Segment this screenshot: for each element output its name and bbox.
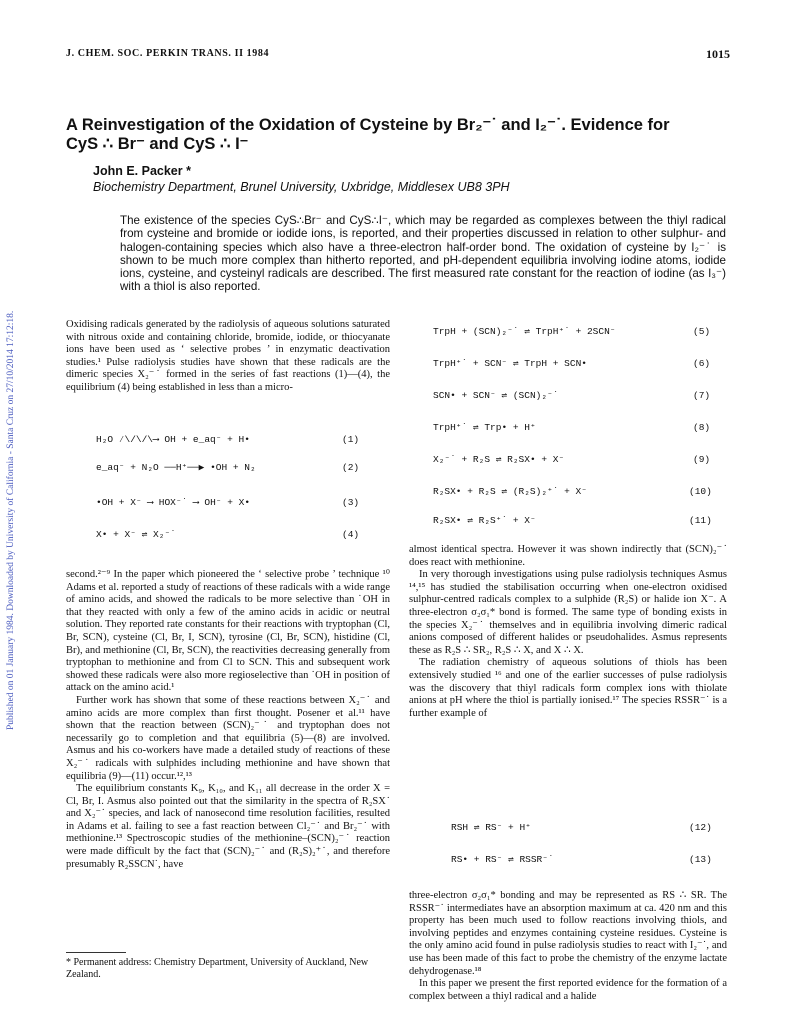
equation-number: (13) <box>689 854 712 865</box>
equation-number: (12) <box>689 822 712 833</box>
equation-number: (5) <box>693 326 711 337</box>
footnote: * Permanent address: Chemistry Department, University of Auckland, New Zealand. <box>66 957 369 980</box>
body-paragraph: The radiation chemistry of aqueous solutions of thiols has been extensively studied ¹⁶ and one of the earlier successes of pulse radiolysis was the discovery that thiyl radicals form complex ions with thiolate anions at pH where the thiol is partially ionised.¹⁷ The species RSSR⁻˙ is a further example of <box>409 657 727 719</box>
right-paragraphs-1-3 <box>409 544 727 720</box>
left-paragraph-1 <box>66 319 390 395</box>
author-name: John E. Packer * <box>93 164 191 178</box>
equation-number: (4) <box>342 529 360 540</box>
equation-text: SCN• + SCN⁻ ⇌ (SCN)₂⁻˙ <box>433 390 559 401</box>
body-paragraph: almost identical spectra. However it was shown indirectly that (SCN)₂⁻˙ does react with methionine. <box>409 544 727 568</box>
equation-text: TrpH⁺˙ ⇌ Trp• + H⁺ <box>433 422 536 433</box>
body-paragraph: In very thorough investigations using pulse radiolysis techniques Asmus ¹⁴,¹⁵ has studied the stabilisation occurring when one-electron oxidised sulphur-centred radicals complex to a sulphide (R₂S) or halide ion X⁻. A three-electron σ₂σ₁* bond is formed. The same type of bonding exists in the species X₂⁻˙ themselves and in equilibria involving dimeric radical anions composed of different halides or pseudohalides. Asmus represents these as R₂S ∴ SR₂, R₂S ∴ X, and X ∴ X. <box>409 569 727 656</box>
equation-text: TrpH⁺˙ + SCN⁻ ⇌ TrpH + SCN• <box>433 358 587 369</box>
equation-number: (2) <box>342 462 360 473</box>
download-notice: Published on 01 January 1984. Downloaded by University of California - Santa Cruz on 27/10/2014 17:12:18. <box>6 310 16 730</box>
equation-number: (9) <box>693 454 711 465</box>
equation-number: (7) <box>693 390 711 401</box>
equation-number: (1) <box>342 434 360 445</box>
body-paragraph: The equilibrium constants K₉, K₁₀, and K₁₁ all decrease in the order X = Cl, Br, I. Asmus also pointed out that the similarity in the spectra of R₂SX˙ and X₂⁻˙ species, and lack of nanosecond time resolution facilities, resulted in Adams et al. failing to see a fast reaction between Cl₂⁻˙ and Br₂⁻˙ with methionine.¹³ Spectroscopic studies of the methionine–(SCN)₂⁻˙ reaction were made difficult by the fact that (SCN)₂⁻˙ and (R₂S)₂⁺˙, and therefore presumably R₂SSCN˙, have <box>66 783 390 870</box>
equation-number: (8) <box>693 422 711 433</box>
equation-text: R₂SX• ⇌ R₂S⁺˙ + X⁻ <box>433 515 536 526</box>
equation-text: RS• + RS⁻ ⇌ RSSR⁻˙ <box>451 854 554 865</box>
running-head <box>66 48 730 62</box>
body-paragraph: Oxidising radicals generated by the radiolysis of aqueous solutions saturated with nitrous oxide and containing chloride, bromide, iodide, or thiocyanate ions have been used as ‘ selective probes ’ in enzymatic deactivation studies.¹ Pulse radiolysis studies have shown that these radicals are the dimeric species X₂⁻˙ formed in the series of fast reactions (1)—(4), the equilibrium (4) being established in less than a micro- <box>66 319 390 393</box>
abstract: The existence of the species CyS∴Br⁻ and CyS∴I⁻, which may be regarded as complexes between the thiyl radical from cysteine and bromide or iodide ions, is reported, and their properties discussed in relation to other sulphur- and halogen-containing species which also have a three-electron half-order bond. The oxidation of cysteine by I₂⁻˙ is shown to be much more complex than hitherto reported, and pH-dependent equilibria involving iodine atoms, iodide ions, cysteine, and cysteinyl radicals are described. The first measured rate constant for the reaction of iodine (as I₃⁻) with a thiol is also reported. <box>120 214 726 294</box>
body-paragraph: three-electron σ₂σ₁* bonding and may be represented as RS ∴ SR. The RSSR⁻˙ intermediates have an absorption maximum at ca. 420 nm and this property has been much used to follow reactions involving thiols, and involving peptides and enzymes containing cysteine residues. Cysteine is the only amino acid found in pulse radiolysis studies to react with I₂⁻˙, and use has been made of this fact to probe the chemistry of the enzyme lactate dehydrogenase.¹⁸ <box>409 890 727 977</box>
body-paragraph: In this paper we present the first reported evidence for the formation of a complex between a thiyl radical and a halide <box>409 978 727 1002</box>
equation-text: R₂SX• + R₂S ⇌ (R₂S)₂⁺˙ + X⁻ <box>433 486 587 497</box>
equation-number: (3) <box>342 497 360 508</box>
left-paragraphs-2-4 <box>66 569 390 871</box>
equation-text: e_aq⁻ + N₂O ──H⁺──▶ •OH + N₂ <box>96 462 256 473</box>
equation-text: RSH ⇌ RS⁻ + H⁺ <box>451 822 531 833</box>
article-title: A Reinvestigation of the Oxidation of Cysteine by Br₂⁻˙ and I₂⁻˙. Evidence for CyS ∴ Br⁻ and CyS ∴ I⁻ <box>66 116 670 153</box>
right-paragraphs-4-5 <box>409 890 727 1003</box>
equation-number: (11) <box>689 515 712 526</box>
equation-number: (10) <box>689 486 712 497</box>
author-affiliation: Biochemistry Department, Brunel University, Uxbridge, Middlesex UB8 3PH <box>93 180 510 194</box>
journal-citation: J. CHEM. SOC. PERKIN TRANS. II 1984 <box>66 48 270 59</box>
equation-text: X₂⁻˙ + R₂S ⇌ R₂SX• + X⁻ <box>433 454 565 465</box>
equation-text: X• + X⁻ ⇌ X₂⁻˙ <box>96 529 176 540</box>
body-paragraph: Further work has shown that some of these reactions between X₂⁻˙ and amino acids are more complex than first thought. Posener et al.¹¹ have shown that the reaction between (SCN)₂⁻˙ and tryptophan does not necessarily go to completion and that equilibria (5)—(8) are involved. Asmus and his co-workers have made a detailed study of reactions of these X₂⁻˙ radicals with sulphides including methionine and have shown that equilibria (9)—(11) occur.¹²,¹³ <box>66 694 390 782</box>
body-paragraph: second.²⁻⁹ In the paper which pioneered the ‘ selective probe ’ technique ¹⁰ Adams et al. reported a study of reactions of these radicals with a wide range of amino acids, and showed the radicals to be more selective than ˙OH in that they reacted with only a few of the amino acids in acidic or neutral solution. They reported rate constants for their reactions with tryptophan (Cl, Br, SCN), cysteine (Cl, Br, I, SCN), tyrosine (Cl, Br, SCN), histidine (Cl, Br), and methionine (Cl, Br, SCN), the reactivities decreasing generally from tryptophan to methionine and from Cl to SCN. This and subsequent work showed these radicals were also more regioselective than ˙OH in position of attack on the amino acid.¹ <box>66 569 390 694</box>
equation-number: (6) <box>693 358 711 369</box>
equation-text: H₂O ⁄\/\/\⟶ OH + e_aq⁻ + H• <box>96 434 250 445</box>
footnote-rule <box>66 952 126 953</box>
page-number: 1015 <box>706 47 730 61</box>
equation-text: •OH + X⁻ ⟶ HOX⁻˙ ⟶ OH⁻ + X• <box>96 497 251 508</box>
equation-text: TrpH + (SCN)₂⁻˙ ⇌ TrpH⁺˙ + 2SCN⁻ <box>433 326 616 337</box>
